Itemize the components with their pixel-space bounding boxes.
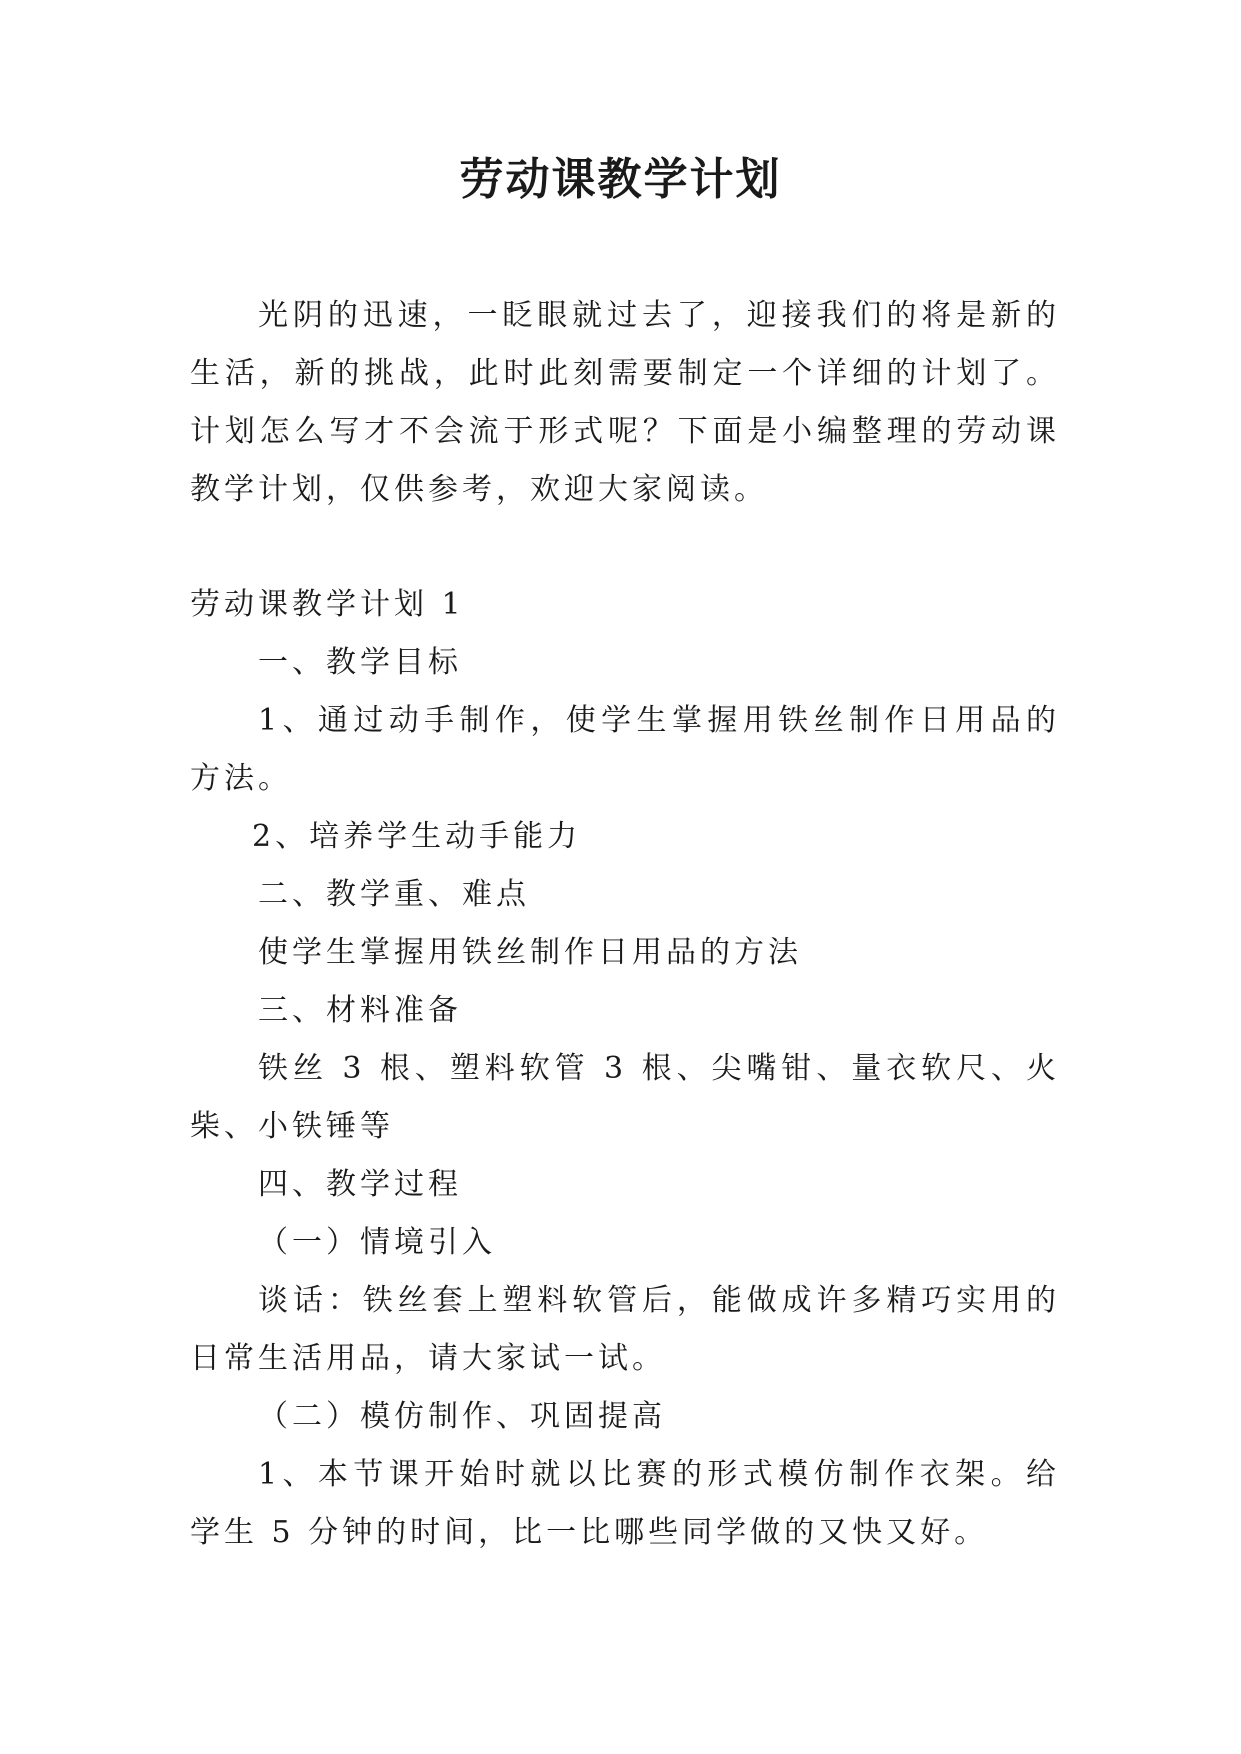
paragraph-materials: 铁丝 3 根、塑料软管 3 根、尖嘴钳、量衣软尺、火柴、小铁锤等 <box>190 1051 1060 1144</box>
paragraph-materials-heading: 三、材料准备 <box>258 993 462 1028</box>
paragraph-goal-1: 1、通过动手制作，使学生掌握用铁丝制作日用品的方法。 <box>190 703 1060 796</box>
paragraph-key-points-heading: 二、教学重、难点 <box>258 877 530 912</box>
paragraph-process-heading: 四、教学过程 <box>258 1167 462 1202</box>
document-title: 劳动课教学计划 <box>459 154 782 205</box>
paragraph-imitation-heading: （二）模仿制作、巩固提高 <box>258 1399 666 1434</box>
paragraph-activity-1: 1、本节课开始时就以比赛的形式模仿制作衣架。给学生 5 分钟的时间，比一比哪些同学做的又快又好。 <box>190 1457 1060 1550</box>
paragraph-teaching-goals: 一、教学目标 <box>258 645 462 680</box>
paragraph-scenario-heading: （一）情境引入 <box>258 1225 496 1260</box>
paragraph-talk: 谈话：铁丝套上塑料软管后，能做成许多精巧实用的日常生活用品，请大家试一试。 <box>190 1283 1060 1376</box>
section-content <box>190 576 1060 1562</box>
paragraph-goal-2: 2、培养学生动手能力 <box>252 819 582 854</box>
intro-paragraph: 光阴的迅速，一眨眼就过去了，迎接我们的将是新的生活，新的挑战，此时此刻需要制定一个详细的计划了。计划怎么写才不会流于形式呢？下面是小编整理的劳动课教学计划，仅供参考，欢迎大家阅读。 <box>190 298 1060 507</box>
paragraph-key-points: 使学生掌握用铁丝制作日用品的方法 <box>258 935 802 970</box>
section-heading: 劳动课教学计划 1 <box>190 587 465 622</box>
